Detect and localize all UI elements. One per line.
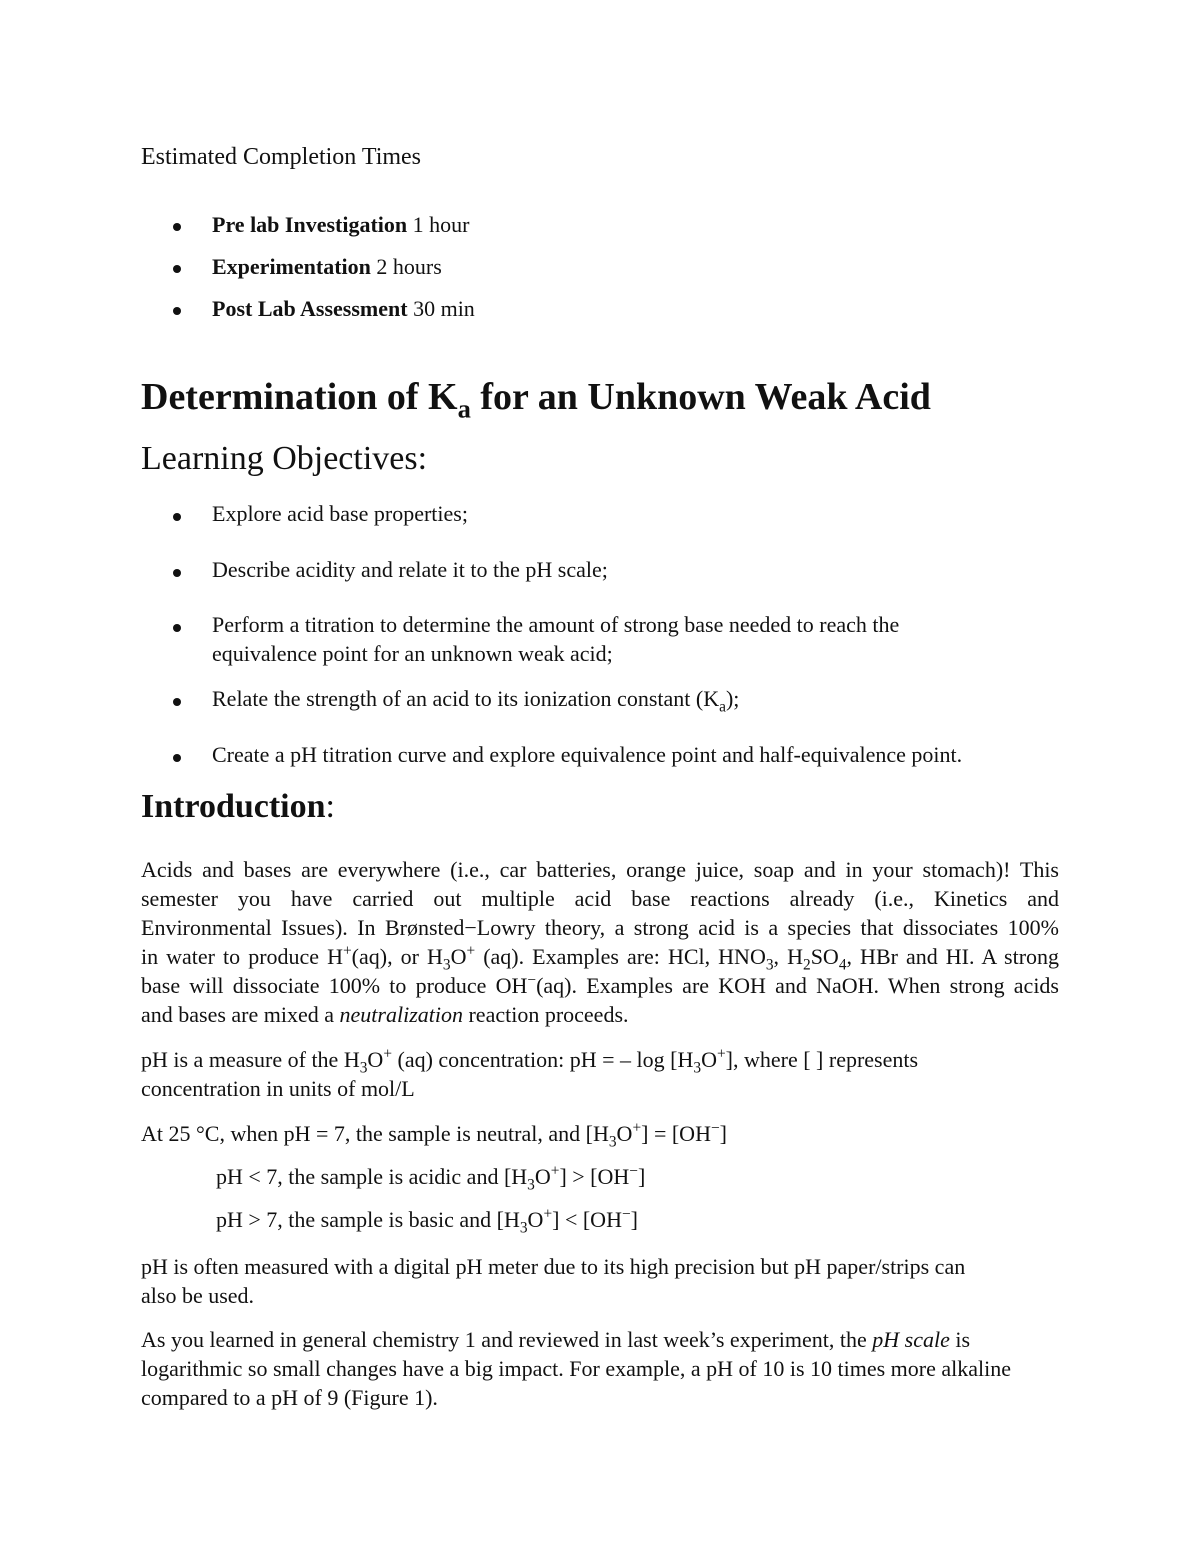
completion-times-heading: Estimated Completion Times [141,144,422,170]
objective-item: Describe acidity and relate it to the pH scale; [212,557,608,582]
bullet [173,307,181,315]
intro-paragraph-line: and bases are mixed a neutralization reaction proceeds. [141,1002,629,1027]
page-title: Determination of $K_a$ for an Unknown Weak Acid [141,376,931,424]
ph-scale-line: compared to a pH of 9 (Figure 1). [141,1385,438,1410]
ph-measurement-line: pH is often measured with a digital pH meter due to its high precision but pH paper/strips can [141,1254,966,1279]
intro-paragraph-line: Environmental Issues). In Brønsted−Lowry theory, a strong acid is a species that dissociates 100% [141,915,1059,940]
objective-item-continued: equivalence point for an unknown weak acid; [212,641,613,666]
time-item-prelab: Pre lab Investigation 1 hour [212,212,470,237]
bullet [173,513,181,521]
bullet [173,698,181,706]
intro-paragraph-line: Acids and bases are everywhere (i.e., car batteries, orange juice, soap and in your stomach)! This [141,857,1059,882]
ph-measurement-line: also be used. [141,1283,255,1308]
bullet [173,265,181,273]
bullet [173,569,181,577]
objective-item: Explore acid base properties; [212,501,468,526]
intro-paragraph-line: base will dissociate 100% to produce OH−(aq). Examples are KOH and NaOH. When strong acids [141,971,1059,998]
bullet [173,624,181,632]
objective-item: Create a pH titration curve and explore equivalence point and half-equivalence point. [212,742,963,767]
objective-item: Relate the strength of an acid to its ionization constant $(K_a)$; [212,686,740,716]
time-item-experimentation: Experimentation 2 hours [212,254,442,279]
ph-scale-line: logarithmic so small changes have a big impact. For example, a pH of 10 is 10 times more alkaline [141,1356,1011,1381]
ph-definition-line: pH is a measure of the $H_3O^+$ (aq) concentration: pH = – $\log [H_3O^+]$, where [ ] represents [141,1045,919,1077]
acidic-statement: pH < 7, the sample is acidic and $[H_3O^+] > [OH^-]$ [216,1162,646,1194]
objective-item: Perform a titration to determine the amount of strong base needed to reach the [212,612,900,637]
objectives-heading: Learning Objectives: [141,440,428,477]
intro-paragraph-line: semester you have carried out multiple acid base reactions already (i.e., Kinetics and [141,886,1059,911]
bullet [173,754,181,762]
bullet [173,223,181,231]
basic-statement: pH > 7, the sample is basic and $[H_3O^+] < [OH^-]$ [216,1205,638,1237]
neutral-statement: At 25 °C, when pH = 7, the sample is neutral, and $[H_3O^+] = [OH^-]$ [141,1119,727,1151]
intro-paragraph-line: in water to produce H+(aq), or $H_3O^+$ (aq). Examples are: HCl, $HNO_3$, $H_2SO_4$, HBr and HI. A strong [141,942,1060,974]
ph-scale-line: As you learned in general chemistry 1 and reviewed in last week’s experiment, the pH scale is [141,1327,971,1352]
time-item-postlab: Post Lab Assessment 30 min [212,296,475,321]
introduction-heading: Introduction: [141,788,335,825]
ph-definition-line: concentration in units of mol/L [141,1076,415,1101]
